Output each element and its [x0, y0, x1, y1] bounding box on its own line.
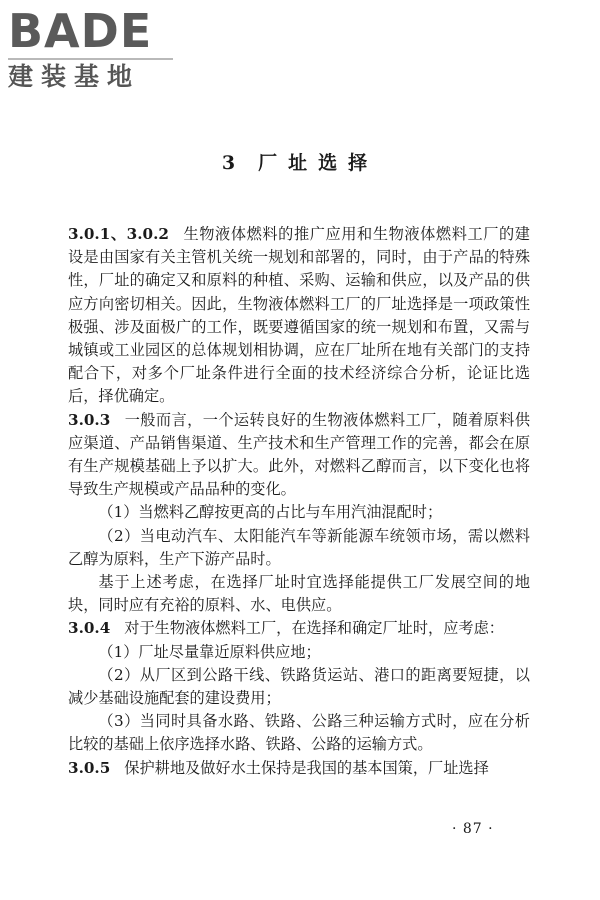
- section-number: 3.0.3: [68, 410, 111, 429]
- list-item: （3）当同时具备水路、铁路、公路三种运输方式时，应在分析比较的基础上依序选择水路、铁路、公路的运输方式。: [68, 712, 530, 754]
- page-body: [68, 223, 530, 780]
- section-3-0-4: [68, 617, 530, 640]
- chapter-heading: [0, 148, 600, 175]
- section-3-0-3: [68, 409, 530, 502]
- section-text: 对于生物液体燃料工厂，在选择和确定厂址时，应考虑：: [124, 619, 504, 638]
- logo-subtitle: 建装基地: [8, 62, 141, 91]
- chapter-title: 厂址选择: [258, 152, 379, 174]
- section-number: 3.0.1、3.0.2: [68, 225, 169, 243]
- section-text: 生物液体燃料的推广应用和生物液体燃料工厂的建设是由国家有关主管机关统一规划和部署的，同时，由于产品的特殊性，厂址的确定又和原料的种植、采购、运输和供应，以及产品的供应方向密切相关。因此，生物液体燃料工厂的厂址选择是一项政策性极强、涉及面极广的工作，既要遵循国家的统一规划和布置，又需与城镇或工业园区的总体规划相协调，应在厂址所在地有关部门的支持配合下，对多个厂址条件进行全面的技术经济综合分析，论证比选后，择优确定。: [68, 225, 530, 406]
- bade-logo: [8, 6, 178, 92]
- list-item: （2）从厂区到公路干线、铁路货运站、港口的距离要短捷，以减少基础设施配套的建设费用；: [68, 665, 530, 708]
- section-number: 3.0.5: [68, 758, 111, 777]
- logo-divider: [8, 58, 173, 60]
- list-item: （2）当电动汽车、太阳能汽车等新能源车统领市场，需以燃料乙醇为原料，生产下游产品时。: [68, 526, 530, 568]
- logo-brand: BADE: [8, 4, 153, 58]
- list-item: （1）当燃料乙醇按更高的占比与车用汽油混配时；: [98, 503, 443, 522]
- paragraph: 基于上述考虑，在选择厂址时宜选择能提供工厂发展空间的地块，同时应有充裕的原料、水、电供应。: [68, 573, 530, 615]
- chapter-number: 3: [221, 152, 239, 174]
- section-3-0-1: [68, 223, 530, 409]
- section-text: 一般而言，一个运转良好的生物液体燃料工厂，随着原料供应渠道、产品销售渠道、生产技术和生产管理工作的完善，都会在原有生产规模基础上予以扩大。此外，对燃料乙醇而言，以下变化也将导致生产规模或产品品种的变化。: [68, 410, 530, 499]
- page-number: · 87 ·: [452, 821, 494, 837]
- section-3-0-5: [68, 757, 530, 780]
- section-text: 保护耕地及做好水土保持是我国的基本国策，厂址选择: [124, 758, 489, 777]
- list-item: （1）厂址尽量靠近原料供应地；: [98, 642, 321, 661]
- section-number: 3.0.4: [68, 619, 111, 638]
